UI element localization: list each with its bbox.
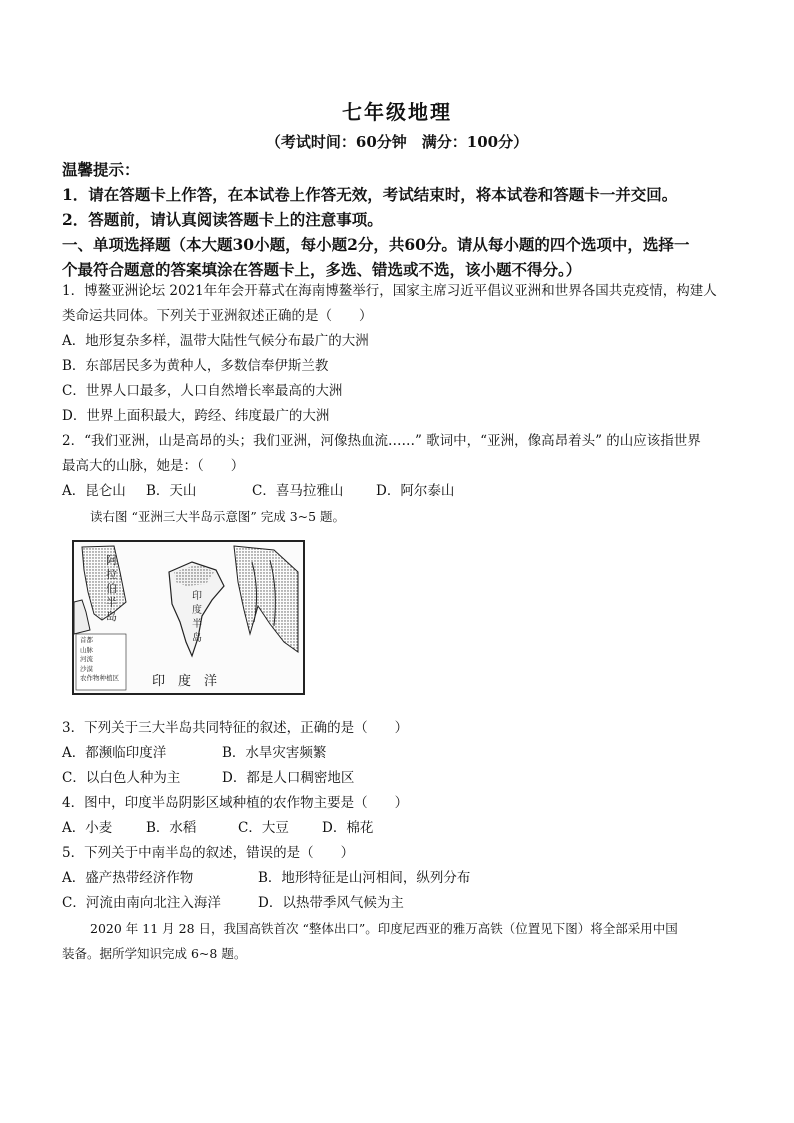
q6-8-intro-line-2: 装备。据所学知识完成 6~8 题。 bbox=[62, 946, 247, 961]
legend-item-crop: 农作物种植区 bbox=[80, 674, 119, 682]
legend-item-capital: 首都 bbox=[80, 636, 93, 644]
q3-option-d: D．都是人口稠密地区 bbox=[222, 770, 355, 786]
africa-coast bbox=[74, 600, 90, 634]
q1-option-b: B．东部居民多为黄种人，多数信奉伊斯兰教 bbox=[62, 358, 329, 374]
tips-line-1: 1．请在答题卡上作答，在本试卷上作答无效，考试结束时，将本试卷和答题卡一并交回。 bbox=[62, 185, 678, 204]
q3-option-c: C．以白色人种为主 bbox=[62, 770, 181, 786]
map-label-arabia: 阿拉伯半岛 bbox=[106, 554, 117, 623]
page-title: 七年级地理 bbox=[342, 100, 452, 124]
tips-heading: 温馨提示： bbox=[62, 160, 140, 179]
legend-item-river: 河流 bbox=[80, 655, 93, 663]
question-block-3-5 bbox=[62, 716, 742, 966]
q5-stem: 5．下列关于中南半岛的叙述，错误的是（ ） bbox=[62, 845, 355, 861]
section-instruction-1: 一、单项选择题（本大题30小题，每小题2分，共60分。请从每小题的四个选项中，选择一 bbox=[62, 235, 690, 254]
q2-stem-2: 最高大的山脉，她是：（ ） bbox=[62, 458, 245, 474]
q2-option-d: D．阿尔泰山 bbox=[376, 483, 455, 499]
q5-option-d: D．以热带季风气候为主 bbox=[258, 895, 404, 911]
q3-options-row-1 bbox=[62, 741, 742, 766]
q2-stem-1: 2．“我们亚洲，山是高昂的头；我们亚洲，河像热血流……” 歌词中，“亚洲，像高昂着头” 的山应该指世界 bbox=[62, 433, 701, 449]
q5-options-row-2 bbox=[62, 891, 742, 916]
map-legend bbox=[80, 636, 126, 684]
q4-options bbox=[62, 816, 742, 841]
map-label-india: 印度半岛 bbox=[192, 591, 202, 644]
indochina-landmass bbox=[234, 546, 298, 652]
page-subtitle: （考试时间：60分钟 满分：100分） bbox=[265, 133, 529, 151]
q4-option-a: A．小麦 bbox=[62, 820, 113, 836]
q3-options-row-2 bbox=[62, 766, 742, 791]
q1-option-c: C．世界人口最多，人口自然增长率最高的大洲 bbox=[62, 383, 343, 399]
q1-stem-2: 类命运共同体。下列关于亚洲叙述正确的是（ ） bbox=[62, 308, 373, 324]
map-instruction: 读右图 “亚洲三大半岛示意图” 完成 3~5 题。 bbox=[90, 509, 346, 524]
legend-item-desert: 沙漠 bbox=[80, 664, 93, 673]
q5-option-a: A．盛产热带经济作物 bbox=[62, 870, 194, 886]
question-block-1-2 bbox=[62, 279, 742, 529]
q5-options-row-1 bbox=[62, 866, 742, 891]
q1-option-a: A．地形复杂多样，温带大陆性气候分布最广的大洲 bbox=[62, 333, 369, 349]
q3-option-a: A．都濒临印度洋 bbox=[62, 745, 167, 761]
q4-option-c: C．大豆 bbox=[238, 820, 289, 836]
section-instruction-2: 个最符合题意的答案填涂在答题卡上，多选、错选或不选，该小题不得分。） bbox=[62, 260, 582, 279]
q5-option-b: B．地形特征是山河相间，纵列分布 bbox=[258, 870, 471, 886]
asia-peninsulas-map bbox=[72, 540, 305, 695]
map-label-ocean: 印 度 洋 bbox=[152, 674, 218, 689]
q3-stem: 3．下列关于三大半岛共同特征的叙述，正确的是（ ） bbox=[62, 720, 409, 736]
q2-options bbox=[62, 479, 742, 504]
q2-option-b: B．天山 bbox=[146, 483, 197, 499]
q4-option-b: B．水稻 bbox=[146, 820, 197, 836]
tips-section bbox=[62, 157, 742, 282]
q1-stem-1: 1．博鳌亚洲论坛 2021年年会开幕式在海南博鳌举行，国家主席习近平倡议亚洲和世界各国共克疫情，构建人 bbox=[62, 283, 717, 299]
q1-option-d: D．世界上面积最大，跨经、纬度最广的大洲 bbox=[62, 408, 330, 424]
q4-stem: 4．图中，印度半岛阴影区域种植的农作物主要是（ ） bbox=[62, 795, 409, 811]
legend-item-mountain: 山脉 bbox=[80, 645, 93, 654]
tips-line-2: 2．答题前，请认真阅读答题卡上的注意事项。 bbox=[62, 210, 383, 229]
q2-option-a: A．昆仑山 bbox=[62, 483, 126, 499]
q4-option-d: D．棉花 bbox=[322, 820, 374, 836]
q6-8-intro-line-1: 2020 年 11 月 28 日，我国高铁首次 “整体出口”。印度尼西亚的雅万高铁（位置见下图）将全部采用中国 bbox=[90, 921, 678, 936]
q5-option-c: C．河流由南向北注入海洋 bbox=[62, 895, 221, 911]
q3-option-b: B．水旱灾害频繁 bbox=[222, 745, 327, 761]
q2-option-c: C．喜马拉雅山 bbox=[252, 483, 344, 499]
